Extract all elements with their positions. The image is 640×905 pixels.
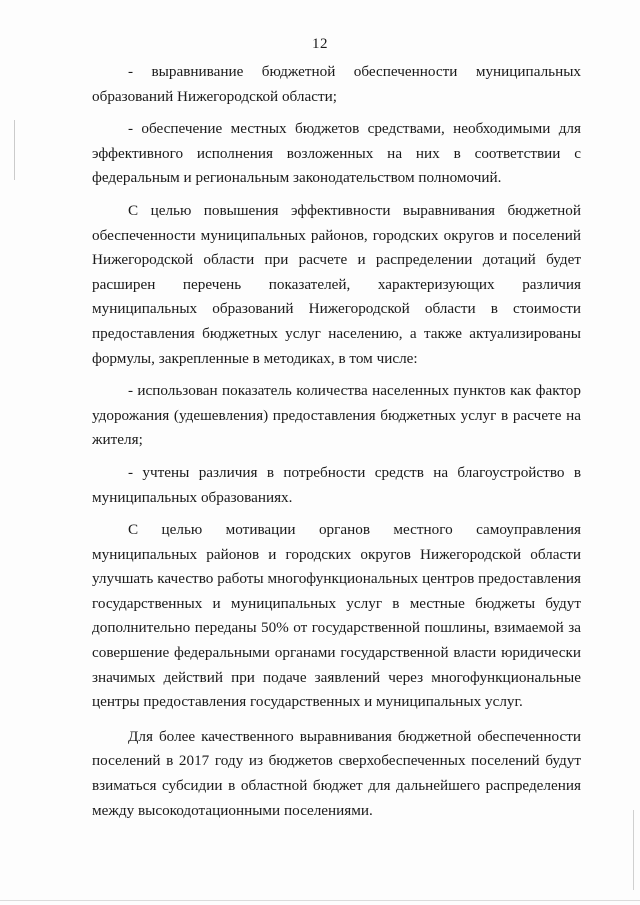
scan-edge-mark-right	[633, 810, 634, 890]
paragraph-local-budgets-bullet: - обеспечение местных бюджетов средствами, необходимыми для эффективного исполнения возложенных на них в соответствии с федеральным и региональным законодательством полномочий.	[92, 120, 581, 187]
document-body	[92, 60, 581, 831]
scan-edge-mark-bottom	[0, 900, 640, 901]
paragraph-equalization-bullet: - выравнивание бюджетной обеспеченности муниципальных образований Нижегородской области;	[92, 63, 581, 105]
paragraph-improvement-needs-bullet: - учтены различия в потребности средств на благоустройство в муниципальных образованиях.	[92, 463, 581, 506]
paragraph-equalization-efficiency: С целью повышения эффективности выравнивания бюджетной обеспеченности муниципальных районов, городских округов и поселений Нижегородской области при расчете и распределении дотаций будет расширен перечень показателей, характеризующих различия муниципальных образований Нижегородской области в стоимости предоставления бюджетных услуг населению, а также актуализированы формулы, закрепленные в методиках, в том числе:	[92, 201, 581, 367]
page-number: 12	[312, 36, 328, 52]
paragraph-settlements-indicator-bullet: - использован показатель количества населенных пунктов как фактор удорожания (удешевления) предоставления бюджетных услуг в расчете на жителя;	[92, 382, 581, 449]
paragraph-mfc-motivation: С целью мотивации органов местного самоуправления муниципальных районов и городских округов Нижегородской области улучшать качество работы многофункциональных центров предоставления государственных и муниципальных услуг в местные бюджеты будут дополнительно переданы 50% от государственной пошлины, взимаемой за совершение федеральными органами государственной власти юридически значимых действий при подаче заявлений через многофункциональные центры предоставления государственных и муниципальных услуг.	[92, 521, 581, 711]
scan-edge-mark-left	[14, 120, 15, 180]
paragraph-subsidies-2017: Для более качественного выравнивания бюджетной обеспеченности поселений в 2017 году из бюджетов сверхобеспеченных поселений будут взиматься субсидии в областной бюджет для дальнейшего распределения между высокодотационными поселениями.	[92, 727, 581, 819]
